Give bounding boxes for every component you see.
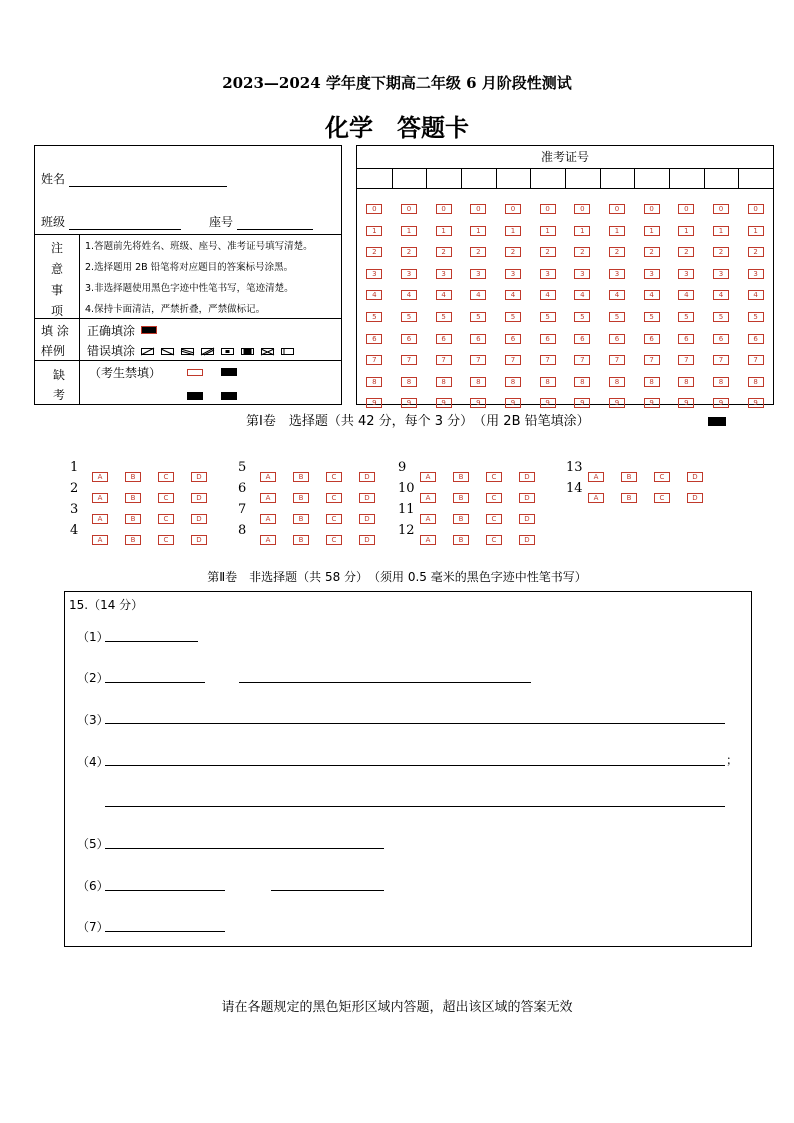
digit-bubble[interactable]: 1 xyxy=(574,226,590,236)
timing-mark xyxy=(187,392,203,400)
option-bubble[interactable]: A xyxy=(92,472,108,482)
digit-bubble[interactable]: 6 xyxy=(678,334,694,344)
digit-bubble[interactable]: 7 xyxy=(609,355,625,365)
timing-mark xyxy=(221,368,237,376)
admission-digit-column xyxy=(644,204,658,420)
digit-bubble[interactable]: 4 xyxy=(748,290,764,300)
digit-bubble[interactable]: 0 xyxy=(436,204,452,214)
option-bubble[interactable]: C xyxy=(326,493,342,503)
option-bubble[interactable]: A xyxy=(260,514,276,524)
q15-sub-1: （1） xyxy=(77,630,109,644)
digit-bubble[interactable]: 3 xyxy=(713,269,729,279)
option-bubble[interactable]: B xyxy=(621,472,637,482)
digit-bubble[interactable]: 5 xyxy=(401,312,417,322)
option-bubble[interactable]: D xyxy=(519,514,535,524)
digit-bubble[interactable]: 7 xyxy=(366,355,382,365)
digit-bubble[interactable]: 0 xyxy=(401,204,417,214)
digit-bubble[interactable]: 8 xyxy=(574,377,590,387)
section1-title: 第Ⅰ卷 选择题（共 42 分，每个 3 分） （用 2B 铅笔填涂） xyxy=(246,414,590,429)
digit-bubble[interactable]: 6 xyxy=(470,334,486,344)
option-bubble[interactable]: D xyxy=(359,535,375,545)
answer-line[interactable] xyxy=(271,890,384,891)
admission-digit-column xyxy=(470,204,484,420)
digit-bubble[interactable]: 9 xyxy=(644,398,660,408)
digit-bubble[interactable]: 9 xyxy=(401,398,417,408)
option-bubble[interactable]: D xyxy=(519,535,535,545)
digit-bubble[interactable]: 2 xyxy=(470,247,486,257)
option-bubble[interactable]: A xyxy=(92,493,108,503)
class-label: 班级 xyxy=(41,215,66,229)
option-bubble[interactable]: D xyxy=(191,514,207,524)
option-bubble[interactable]: C xyxy=(158,493,174,503)
digit-bubble[interactable]: 7 xyxy=(540,355,556,365)
digit-bubble[interactable]: 6 xyxy=(401,334,417,344)
question-number: 8 xyxy=(238,523,247,538)
question-number: 14 xyxy=(566,481,583,496)
answer-options xyxy=(92,485,224,504)
option-bubble[interactable]: C xyxy=(158,472,174,482)
digit-bubble[interactable]: 1 xyxy=(540,226,556,236)
admission-number-cells xyxy=(357,168,773,189)
admission-digit-column xyxy=(713,204,727,420)
option-bubble[interactable]: B xyxy=(453,472,469,482)
digit-bubble[interactable]: 5 xyxy=(678,312,694,322)
digit-bubble[interactable]: 2 xyxy=(366,247,382,257)
option-bubble[interactable]: B xyxy=(293,514,309,524)
digit-bubble[interactable]: 4 xyxy=(505,290,521,300)
q15-title: 15.（14 分） xyxy=(69,598,144,612)
digit-bubble[interactable]: 3 xyxy=(401,269,417,279)
digit-bubble[interactable]: 6 xyxy=(366,334,382,344)
answer-options xyxy=(588,464,720,483)
option-bubble[interactable]: C xyxy=(158,535,174,545)
option-bubble[interactable]: A xyxy=(260,493,276,503)
admission-digit-column xyxy=(540,204,554,420)
digit-bubble[interactable]: 8 xyxy=(505,377,521,387)
option-bubble[interactable]: C xyxy=(486,514,502,524)
option-bubble[interactable]: D xyxy=(519,493,535,503)
section2-title: 第Ⅱ卷 非选择题（共 58 分） （须用 0.5 毫米的黑色字迹中性笔书写） xyxy=(207,570,587,584)
question-number: 12 xyxy=(398,523,415,538)
option-bubble[interactable]: C xyxy=(326,514,342,524)
digit-bubble[interactable]: 0 xyxy=(713,204,729,214)
seat-label: 座号 xyxy=(209,215,234,229)
question-number: 5 xyxy=(238,460,247,475)
answer-options xyxy=(420,464,552,483)
wrong-fill-label: 错误填涂 xyxy=(87,344,136,358)
absent-note: （考生禁填） xyxy=(89,366,162,380)
question-number: 4 xyxy=(70,523,79,538)
digit-bubble[interactable]: 6 xyxy=(505,334,521,344)
answer-line[interactable] xyxy=(105,682,205,683)
question-number: 3 xyxy=(70,502,79,517)
q15-sub-4: （4） xyxy=(77,755,109,769)
wrong-fill-samples xyxy=(141,346,311,360)
option-bubble[interactable]: D xyxy=(359,514,375,524)
digit-bubble[interactable]: 2 xyxy=(401,247,417,257)
question-number: 1 xyxy=(70,460,79,475)
digit-bubble[interactable]: 5 xyxy=(366,312,382,322)
absent-label-1: 缺 xyxy=(53,368,66,382)
option-bubble[interactable]: B xyxy=(453,514,469,524)
digit-bubble[interactable]: 3 xyxy=(505,269,521,279)
option-bubble[interactable]: A xyxy=(92,535,108,545)
digit-bubble[interactable]: 4 xyxy=(470,290,486,300)
option-bubble[interactable]: A xyxy=(420,535,436,545)
answer-options xyxy=(260,506,392,525)
digit-bubble[interactable]: 8 xyxy=(540,377,556,387)
q15-sub-3: （3） xyxy=(77,713,109,727)
option-bubble[interactable]: D xyxy=(687,493,703,503)
option-bubble[interactable]: B xyxy=(293,535,309,545)
digit-bubble[interactable]: 0 xyxy=(366,204,382,214)
option-bubble[interactable]: C xyxy=(486,472,502,482)
q15-sub-6: （6） xyxy=(77,879,109,893)
digit-bubble[interactable]: 8 xyxy=(713,377,729,387)
digit-bubble[interactable]: 2 xyxy=(678,247,694,257)
answer-options xyxy=(588,485,720,504)
notice-heading: 注 意 事 项 xyxy=(51,241,64,318)
digit-bubble[interactable]: 5 xyxy=(644,312,660,322)
digit-bubble[interactable]: 1 xyxy=(505,226,521,236)
digit-bubble[interactable]: 4 xyxy=(401,290,417,300)
question-number: 2 xyxy=(70,481,79,496)
seat-field[interactable] xyxy=(237,229,313,230)
fill-sample-label-2: 样例 xyxy=(41,344,66,358)
digit-bubble[interactable]: 1 xyxy=(401,226,417,236)
digit-bubble[interactable]: 4 xyxy=(540,290,556,300)
option-bubble[interactable]: B xyxy=(125,514,141,524)
option-bubble[interactable]: D xyxy=(359,493,375,503)
digit-bubble[interactable]: 2 xyxy=(505,247,521,257)
timing-mark xyxy=(708,417,726,426)
admission-digit-column xyxy=(401,204,415,420)
digit-bubble[interactable]: 7 xyxy=(713,355,729,365)
digit-bubble[interactable]: 1 xyxy=(713,226,729,236)
option-bubble[interactable]: C xyxy=(654,493,670,503)
option-bubble[interactable]: B xyxy=(125,472,141,482)
digit-bubble[interactable]: 7 xyxy=(436,355,452,365)
q15-sub-7: （7） xyxy=(77,920,109,934)
admission-digit-column xyxy=(609,204,623,420)
digit-bubble[interactable]: 7 xyxy=(644,355,660,365)
digit-bubble[interactable]: 3 xyxy=(748,269,764,279)
admission-digit-column xyxy=(366,204,380,420)
digit-bubble[interactable]: 6 xyxy=(748,334,764,344)
option-bubble[interactable]: B xyxy=(125,493,141,503)
question-number: 13 xyxy=(566,460,583,475)
question-number: 9 xyxy=(398,460,407,475)
answer-options xyxy=(420,527,552,546)
admission-digit-column xyxy=(505,204,519,420)
answer-line[interactable] xyxy=(105,848,384,849)
class-field[interactable] xyxy=(69,229,181,230)
digit-bubble[interactable]: 3 xyxy=(470,269,486,279)
option-bubble[interactable]: A xyxy=(420,514,436,524)
option-bubble[interactable]: D xyxy=(191,493,207,503)
digit-bubble[interactable]: 4 xyxy=(436,290,452,300)
digit-bubble[interactable]: 9 xyxy=(678,398,694,408)
digit-bubble[interactable]: 1 xyxy=(748,226,764,236)
option-bubble[interactable]: C xyxy=(486,493,502,503)
option-bubble[interactable]: C xyxy=(158,514,174,524)
digit-bubble[interactable]: 6 xyxy=(574,334,590,344)
option-bubble[interactable]: B xyxy=(293,472,309,482)
option-bubble[interactable]: D xyxy=(191,472,207,482)
option-bubble[interactable]: D xyxy=(191,535,207,545)
digit-bubble[interactable]: 9 xyxy=(713,398,729,408)
option-bubble[interactable]: C xyxy=(486,535,502,545)
option-bubble[interactable]: B xyxy=(621,493,637,503)
digit-bubble[interactable]: 9 xyxy=(470,398,486,408)
digit-bubble[interactable]: 3 xyxy=(436,269,452,279)
digit-bubble[interactable]: 1 xyxy=(644,226,660,236)
digit-bubble[interactable]: 3 xyxy=(609,269,625,279)
notice-4: 4.保持卡面清洁，严禁折叠，严禁做标记。 xyxy=(85,304,266,315)
digit-bubble[interactable]: 7 xyxy=(401,355,417,365)
notice-1: 1.答题前先将姓名、班级、座号、准考证号填写清楚。 xyxy=(85,241,313,252)
digit-bubble[interactable]: 0 xyxy=(609,204,625,214)
answer-options xyxy=(260,485,392,504)
option-bubble[interactable]: A xyxy=(92,514,108,524)
digit-bubble[interactable]: 0 xyxy=(644,204,660,214)
digit-bubble[interactable]: 4 xyxy=(366,290,382,300)
name-field[interactable] xyxy=(69,186,227,187)
answer-line[interactable] xyxy=(105,723,725,724)
q15-sub-2: （2） xyxy=(77,671,109,685)
answer-line[interactable] xyxy=(105,641,198,642)
question-number: 7 xyxy=(238,502,247,517)
admission-digit-column xyxy=(574,204,588,420)
question-number: 10 xyxy=(398,481,415,496)
option-bubble[interactable]: A xyxy=(420,472,436,482)
digit-bubble[interactable]: 9 xyxy=(505,398,521,408)
fill-sample-label-1: 填 涂 xyxy=(41,324,69,338)
answer-options xyxy=(92,506,224,525)
digit-bubble[interactable]: 0 xyxy=(574,204,590,214)
digit-bubble[interactable]: 3 xyxy=(678,269,694,279)
answer-line[interactable] xyxy=(105,931,225,932)
answer-options xyxy=(260,527,392,546)
digit-bubble[interactable]: 7 xyxy=(574,355,590,365)
digit-bubble[interactable]: 3 xyxy=(540,269,556,279)
digit-bubble[interactable]: 7 xyxy=(748,355,764,365)
digit-bubble[interactable]: 0 xyxy=(540,204,556,214)
timing-mark xyxy=(221,392,237,400)
student-info-box xyxy=(34,145,342,405)
digit-bubble[interactable]: 0 xyxy=(748,204,764,214)
digit-bubble[interactable]: 4 xyxy=(574,290,590,300)
digit-bubble[interactable]: 4 xyxy=(644,290,660,300)
digit-bubble[interactable]: 9 xyxy=(436,398,452,408)
digit-bubble[interactable]: 9 xyxy=(574,398,590,408)
notice-2: 2.选择题用 2B 铅笔将对应题目的答案标号涂黑。 xyxy=(85,262,294,273)
option-bubble[interactable]: B xyxy=(453,535,469,545)
digit-bubble[interactable]: 5 xyxy=(748,312,764,322)
option-bubble[interactable]: C xyxy=(654,472,670,482)
digit-bubble[interactable]: 5 xyxy=(436,312,452,322)
option-bubble[interactable]: D xyxy=(519,472,535,482)
digit-bubble[interactable]: 5 xyxy=(540,312,556,322)
answer-options xyxy=(420,485,552,504)
exam-subtitle: 2023—2024 学年度下期高二年级 6 月阶段性测试 xyxy=(222,74,572,92)
digit-bubble[interactable]: 6 xyxy=(644,334,660,344)
digit-bubble[interactable]: 4 xyxy=(713,290,729,300)
digit-bubble[interactable]: 8 xyxy=(470,377,486,387)
digit-bubble[interactable]: 7 xyxy=(505,355,521,365)
digit-bubble[interactable]: 2 xyxy=(609,247,625,257)
digit-bubble[interactable]: 8 xyxy=(609,377,625,387)
digit-bubble[interactable]: 5 xyxy=(713,312,729,322)
admission-digit-column xyxy=(748,204,762,420)
question-number: 11 xyxy=(398,502,415,517)
option-bubble[interactable]: A xyxy=(588,472,604,482)
digit-bubble[interactable]: 4 xyxy=(609,290,625,300)
admission-digit-column xyxy=(678,204,692,420)
answer-line[interactable] xyxy=(105,806,725,807)
option-bubble[interactable]: B xyxy=(125,535,141,545)
absent-bubble[interactable] xyxy=(187,369,203,376)
digit-bubble[interactable]: 8 xyxy=(436,377,452,387)
answer-options xyxy=(420,506,552,525)
digit-bubble[interactable]: 5 xyxy=(574,312,590,322)
digit-bubble[interactable]: 8 xyxy=(401,377,417,387)
correct-fill-sample xyxy=(141,326,157,334)
digit-bubble[interactable]: 6 xyxy=(713,334,729,344)
digit-bubble[interactable]: 8 xyxy=(366,377,382,387)
digit-bubble[interactable]: 7 xyxy=(470,355,486,365)
digit-bubble[interactable]: 5 xyxy=(470,312,486,322)
answer-line[interactable] xyxy=(239,682,531,683)
digit-bubble[interactable]: 1 xyxy=(470,226,486,236)
digit-bubble[interactable]: 5 xyxy=(609,312,625,322)
answer-line[interactable] xyxy=(105,890,225,891)
digit-bubble[interactable]: 6 xyxy=(436,334,452,344)
digit-bubble[interactable]: 6 xyxy=(609,334,625,344)
admission-number-box xyxy=(356,145,774,408)
digit-bubble[interactable]: 2 xyxy=(644,247,660,257)
digit-bubble[interactable]: 4 xyxy=(678,290,694,300)
absent-label-2: 考 xyxy=(53,388,66,402)
option-bubble[interactable]: C xyxy=(326,472,342,482)
digit-bubble[interactable]: 1 xyxy=(436,226,452,236)
correct-fill-label: 正确填涂 xyxy=(87,324,136,338)
digit-bubble[interactable]: 1 xyxy=(366,226,382,236)
digit-bubble[interactable]: 0 xyxy=(505,204,521,214)
option-bubble[interactable]: B xyxy=(453,493,469,503)
option-bubble[interactable]: D xyxy=(687,472,703,482)
digit-bubble[interactable]: 0 xyxy=(470,204,486,214)
question-number: 6 xyxy=(238,481,247,496)
option-bubble[interactable]: A xyxy=(260,472,276,482)
digit-bubble[interactable]: 2 xyxy=(574,247,590,257)
admission-number-title: 准考证号 xyxy=(357,146,773,169)
answer-options xyxy=(260,464,392,483)
digit-bubble[interactable]: 6 xyxy=(540,334,556,344)
digit-bubble[interactable]: 2 xyxy=(713,247,729,257)
digit-bubble[interactable]: 2 xyxy=(540,247,556,257)
name-label: 姓名 xyxy=(41,172,66,186)
digit-bubble[interactable]: 8 xyxy=(748,377,764,387)
digit-bubble[interactable]: 3 xyxy=(574,269,590,279)
digit-bubble[interactable]: 7 xyxy=(678,355,694,365)
digit-bubble[interactable]: 2 xyxy=(748,247,764,257)
digit-bubble[interactable]: 1 xyxy=(609,226,625,236)
answer-options xyxy=(92,527,224,546)
answer-options xyxy=(92,464,224,483)
digit-bubble[interactable]: 3 xyxy=(366,269,382,279)
page-title: 化学 答题卡 xyxy=(325,113,469,142)
digit-bubble[interactable]: 8 xyxy=(644,377,660,387)
notice-3: 3.非选择题使用黑色字迹中性笔书写，笔迹清楚。 xyxy=(85,283,294,294)
answer-line[interactable] xyxy=(105,765,725,766)
digit-bubble[interactable]: 8 xyxy=(678,377,694,387)
footer-notice: 请在各题规定的黑色矩形区域内答题，超出该区域的答案无效 xyxy=(221,1000,573,1015)
option-bubble[interactable]: D xyxy=(359,472,375,482)
digit-bubble[interactable]: 1 xyxy=(678,226,694,236)
digit-bubble[interactable]: 9 xyxy=(748,398,764,408)
q15-sub-5: （5） xyxy=(77,837,109,851)
option-bubble[interactable]: A xyxy=(420,493,436,503)
question-15-answer-area xyxy=(64,591,752,947)
digit-bubble[interactable]: 9 xyxy=(366,398,382,408)
digit-bubble[interactable]: 9 xyxy=(540,398,556,408)
digit-bubble[interactable]: 5 xyxy=(505,312,521,322)
digit-bubble[interactable]: 9 xyxy=(609,398,625,408)
digit-bubble[interactable]: 3 xyxy=(644,269,660,279)
option-bubble[interactable]: B xyxy=(293,493,309,503)
semicolon: ； xyxy=(726,753,739,767)
option-bubble[interactable]: A xyxy=(260,535,276,545)
option-bubble[interactable]: C xyxy=(326,535,342,545)
digit-bubble[interactable]: 2 xyxy=(436,247,452,257)
option-bubble[interactable]: A xyxy=(588,493,604,503)
digit-bubble[interactable]: 0 xyxy=(678,204,694,214)
admission-digit-column xyxy=(436,204,450,420)
